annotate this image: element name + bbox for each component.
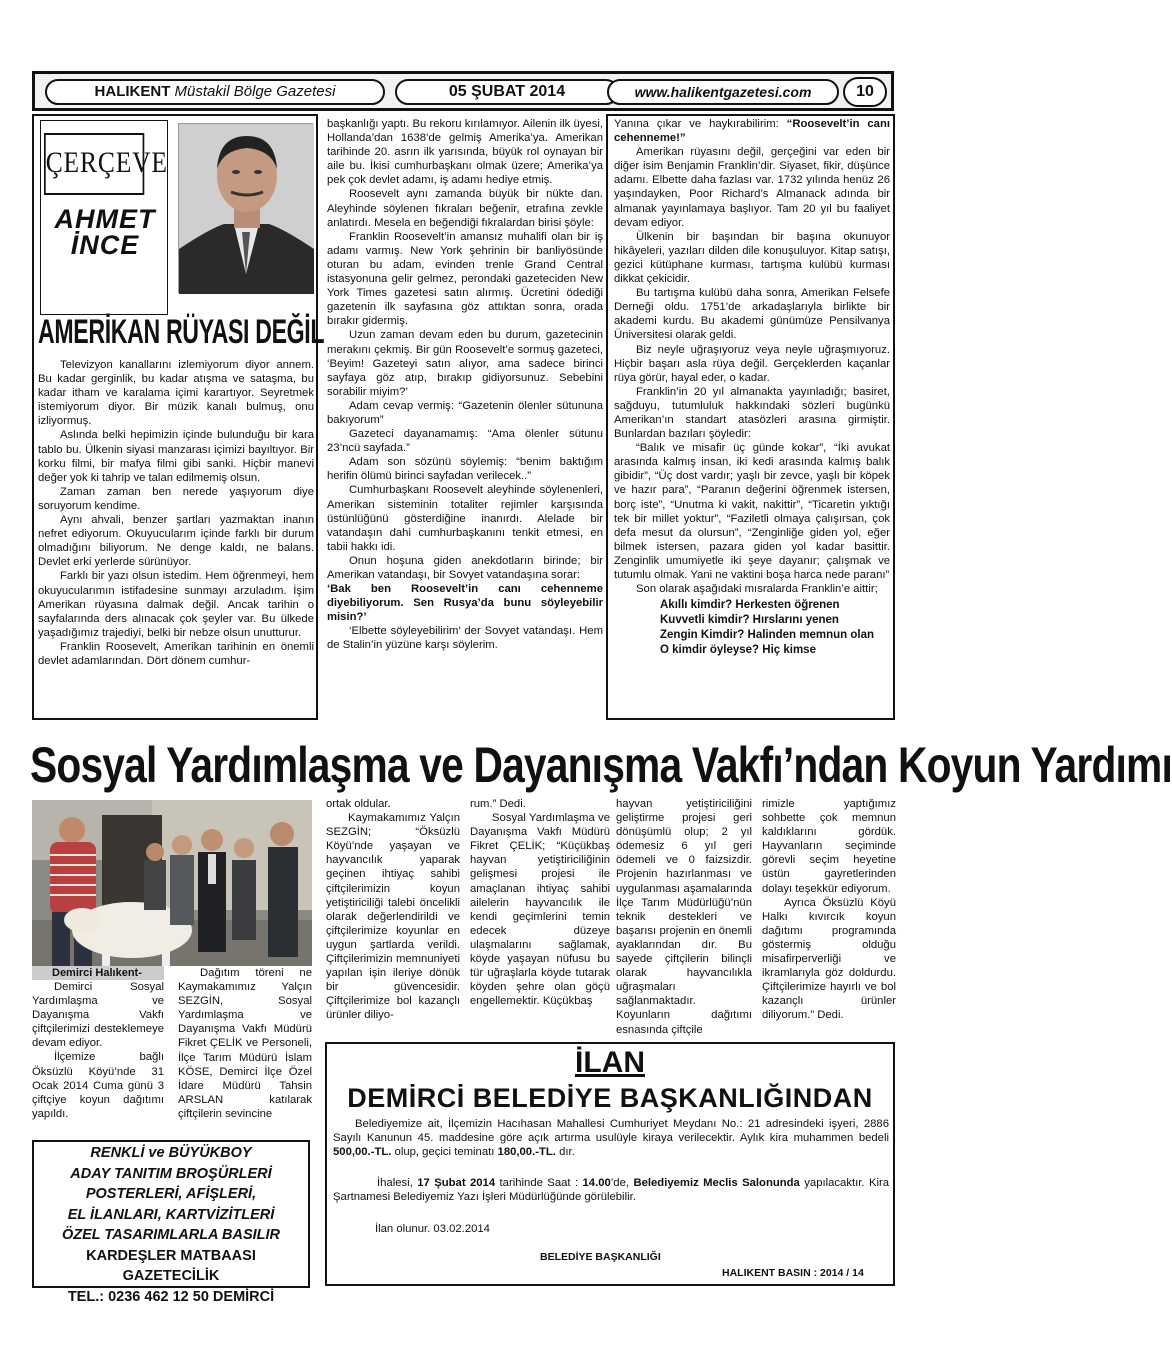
paragraph: Son olarak aşağıdaki mısralarda Franklin’e aittir; <box>636 583 878 596</box>
news-text-4 <box>470 797 610 1008</box>
page-number: 10 <box>843 77 887 107</box>
paragraph <box>333 1176 889 1204</box>
ad-line: EL İLANLARI, KARTVİZİTLERİ <box>67 1206 275 1223</box>
paragraph: “Balık ve misafir üç günde kokar”, “İki avukat arasında kalmış insan, iki kedi arasında kalmış balık gibidir”, “Üç dost vardır; yaşlı bir zevce, yaşlı bir köpek ve hazır para”, “Paranın değerini öğrenmek istersen, borç iste”, “Unutma ki vakit, nakittir”, “Ticaretin yıktığı tek bir millet yoktur”, “Faziletli olmaya çalışırsan, çok defa mesut da olursun”, “Zenginliğe giden yol, eğer bilmek istersen, pazara giden yol kadar basittir. Zenginlik umumiyetle iki şeye dayanır; çalışmak ve tutumlu olmak. Yani ne vaktini boşa harca nede paranı” <box>614 442 890 581</box>
paragraph: Bu tartışma kulübü daha sonra, Amerikan Felsefe Derneği oldu. 1751’de arkadaşlarıyla birlikte bir akademi kurdu. Bu akademi günümüze Pensilvanya Üniversitesi olarak geldi. <box>614 287 890 342</box>
paragraph: Ayrıca Öksüzlü Köyü Halkı kıvırcık koyun dağıtımı programında göstermiş olduğu misafirperverliği ve ikramlarıyla göz doldurdu. Çiftçilerimize hayırlı ve bol kazançlı ürünler diliyorum.” Dedi. <box>762 896 896 1022</box>
paragraph: Zaman zaman ben nerede yaşıyorum diye soruyorum kendime. <box>38 485 314 512</box>
notice-paragraph-2 <box>333 1176 889 1204</box>
notice-text: Belediyemize ait, İlçemizin Hacıhasan Mahallesi Cumhuriyet Meydanı No.: 21 adresindeki işyeri, 2886 Sayılı Kanunun 45. maddesine göre açık artırma usulüyle kiraya verilecektir. Aylık kira muhammen bedeli <box>333 1118 889 1145</box>
paragraph: rum.” Dedi. <box>470 798 526 810</box>
paragraph: Cumhurbaşkanı Roosevelt aleyhinde söylenenleri, Amerikan sisteminin totaliter rejimler karşısında üstünlüğünü gösterdiğine inanırdı. Alelade bir vatandaşın dahi cumhurbaşkanını tenkit etmesi, en tabii hakkı idi. <box>327 484 603 553</box>
column-text-1 <box>38 358 314 668</box>
news-caption-lead: Demirci Halıkent- <box>32 966 164 980</box>
paragraph: Ülkenin bir başından bir başına okunuyor hikâyeleri, yazıları dilden dile konuşuluyor. Kitap satışı, gezici kütüphane kurması, tartışma kulübü kurması dikkat çekicidir. <box>614 230 890 286</box>
deposit-amount: 180,00.-TL. <box>497 1146 556 1159</box>
author-first-name: AHMET <box>54 204 156 234</box>
ad-company: KARDEŞLER MATBAASI GAZETECİLİK <box>86 1247 256 1284</box>
issue-date: 05 ŞUBAT 2014 <box>395 79 619 105</box>
verse-line: O kimdir öyleyse? Hiç kimse <box>660 644 816 657</box>
verse-line: Zengin Kimdir? Halinden memnun olan <box>660 629 875 642</box>
paragraph: Franklin Roosevelt’in amansız muhalifi olan bir iş adamı varmış. New York şehrinin bir banliyösünde oturan bu adam, evinden trenle Grand Central istasyonuna gelir gelmez, perondaki gazeteciden New York Times gazetesi satın alırmış. Ücretini ödediği gazetenin ilk sayfasına göz attıktan sonra, orada bırakır gidermiş. <box>327 230 603 328</box>
website-link[interactable]: www.halikentgazetesi.com <box>607 79 839 105</box>
notice-footer: HALIKENT BASIN : 2014 / 14 <box>722 1267 864 1279</box>
ad-phone: TEL.: 0236 462 12 50 DEMİRCİ <box>67 1288 275 1305</box>
ad-line: ÖZEL TASARIMLARLA BASILIR <box>61 1227 281 1243</box>
notice-date-line: İlan olunur. 03.02.2014 <box>375 1223 490 1235</box>
news-photo <box>32 800 312 966</box>
notice-text: dır. <box>559 1146 575 1159</box>
verse-line: Kuvvetli kimdir? Hırslarını yenen <box>660 614 839 627</box>
paragraph: ‘Elbette söyleyebilirim’ der Sovyet vatandaşı. Hem de Stalin’in yüzüne karşı söylerim. <box>327 625 603 652</box>
column-series-logo: ÇERÇEVE <box>44 133 144 195</box>
news-headline: Sosyal Yardımlaşma ve Dayanışma Vakfı’ndan Koyun Yardımı <box>30 737 1172 793</box>
news-text-1 <box>32 980 164 1121</box>
paragraph: Kaymakamımız Yalçın SEZGİN; “Öksüzlü Köyü’nde yaşayan ve hayvancılık yaparak geçinen ihtiyaç sahibi çiftçilerimizin koyun yetiştiriciliği talebi öncelikli olarak değerlendirildi ve çiftçilerimize koyunlar en uygun şartlarda verildi. Çiftçilerimizin memnuniyeti yapılan işin ileriye dönük bir güvencesidir. Çiftçilerimize bol kazançlı ürünler diliyo- <box>326 812 460 1022</box>
paragraph: Gazeteci dayanamamış: “Ama ölenler sütunu 23’ncü sayfada.” <box>327 428 603 455</box>
notice-text: yapılacaktır. Kira Şartnamesi Belediyemiz Yazı İşleri Müdürlüğünde görülebilir. <box>333 1177 890 1204</box>
verse-line: Akıllı kimdir? Herkesten öğrenen <box>660 599 840 612</box>
notice-text: olup, geçici teminatı <box>394 1146 495 1159</box>
column-text-3 <box>614 117 890 658</box>
notice-subtitle: DEMİRCİ BELEDİYE BAŞKANLIĞINDAN <box>347 1083 873 1113</box>
auction-date: 17 Şubat 2014 <box>417 1177 496 1189</box>
news-text-5 <box>616 797 752 1037</box>
paragraph: Adam son sözünü söylemiş: “benim baktığım herifin ölümü birinci sayfadan verilecek..” <box>327 456 603 483</box>
auction-place: Belediyemiz Meclis Salonunda <box>633 1177 800 1189</box>
rent-price: 500,00.-TL. <box>333 1146 392 1159</box>
paragraph: Sosyal Yardımlaşma ve Dayanışma Vakfı Müdürü Fikret ÇELİK; “Küçükbaş hayvan yetiştiriciliğinin gelişmesi projesi ile amaçlanan ihtiyaç sahibi ailelerin hayvancılık ile kendi geçimlerini temin edecek düzeye ulaşmalarını sağlamak, köyde yaşayan nüfusu bu tür uğraşlarla köyde tutarak köyden şehre olan göçü engellemektir. Küçükbaş <box>470 812 610 1008</box>
notice-text: İhalesi, <box>377 1177 413 1189</box>
paragraph: Biz neyle uğraşıyoruz veya neyle uğraşmıyoruz. Hiçbir başarı asla rüya değil. Gerçeklerden kaçanlar rüya görür, hayal eder, o kadar. <box>614 343 890 384</box>
paragraph: Uzun zaman devam eden bu durum, gazetecinin merakını çekmiş. Bir gün Roosevelt’e sormuş gazeteci, ‘Beyim! Gazeteyi satın alıyor, ama sadece birinci sayfaya göz atıp, bırakıp gidiyorsunuz. Sebebini sorabilir miyim?’ <box>327 329 603 398</box>
author-photo <box>178 123 313 293</box>
column-text-2 <box>327 117 603 653</box>
paragraph: Franklin Roosevelt, Amerikan tarihinin en önemli devlet adamlarından. Dört dönem cumhur- <box>38 640 314 667</box>
paragraph: Roosevelt aynı zamanda büyük bir nükte dan. Aleyhinde söylenen fıkraları beğenir, etrafına zevkle anlatırdı. Mesela en beğendiği fıkralardan birisi şöyle: <box>327 188 603 229</box>
verse-block <box>614 598 890 658</box>
paragraph: başkanlığı yaptı. Bu rekoru kırılamıyor. Ailenin ilk üyesi, Hollanda’dan 1638’de gelmiş Amerika’ya. Amerikan tarihinde 20. asrın ilk yarısında, büyük rol oynayan bir aile bu. İkisi cumhurbaşkanı olmak üzere; Amerika’ya pek çok devlet adamı, iş adamı hediye etmiş. <box>327 118 603 187</box>
paragraph: Televizyon kanallarını izlemiyorum diyor annem. Bu kadar gerginlik, bu kadar atışma ve sataşma, bu kadar itham ve karalama içimi karartıyor. Seyretmek istemiyorum diyor. Bir müzik kanalı bulmuş, onu izliyormuş. <box>38 359 314 428</box>
paragraph <box>614 117 890 145</box>
ad-line: ADAY TANITIM BROŞÜRLERİ <box>70 1165 272 1182</box>
paper-name-text: HALIKENT <box>94 83 171 100</box>
paragraph <box>333 1117 889 1159</box>
paragraph: Franklin’in 20 yıl almanakta yayınladığı; basiret, sağduyu, tutumluluk hakkındaki sözleri bugünkü Amerikan’ın standart atasözleri arasına girmiştir. Bunlardan bazıları şöyledir: <box>614 385 890 441</box>
news-text-3 <box>326 797 460 1023</box>
news-text-2 <box>178 966 312 1121</box>
masthead-bar <box>32 71 894 111</box>
column-title: AMERİKAN RÜYASI DEĞİL <box>38 313 325 351</box>
paragraph: Demirci Sosyal Yardımlaşma ve Dayanışma Vakfı çiftçilerimizi desteklemeye devam ediyor. <box>32 981 164 1050</box>
author-last-name: İNCE <box>70 230 140 260</box>
paragraph: Amerikan rüyasını değil, gerçeğini var eden bir diğer isim Benjamin Franklin’dir. Siyaset, fikir, düşünce adamı. Elbette daha fazlası var. 1732 yılında henüz 26 yaşındayken, Poor Richard’s Almanack adında bir almanak yayınlamaya başlıyor. Tam 20 yıl bu faaliyet devam ediyor. <box>614 146 890 229</box>
paragraph: Dağıtım töreni ne Kaymakamımız Yalçın SEZGİN, Sosyal Yardımlaşma ve Dayanışma Vakfı Müdürü Fikret ÇELİK ve Personeli, İlçe Tarım Müdürü İslam KÖSE, Demirci İlçe Özel İdare Müdürü Tahsin ARSLAN katılarak çiftçilerin sevincine <box>178 967 312 1120</box>
paragraph: Aslında belki hepimizin içinde bulunduğu bir kara tablo bu. Ülkenin siyasi manzarası içimizi bayıltıyor. Bir korku filmi, bir mafya filmi gibi sanki. Hiçbir manevi değer yok ki tahrip ve talan edilmemiş olsun. <box>38 429 314 484</box>
notice-text: ’de, <box>610 1177 630 1189</box>
paragraph: rimizle yaptığımız sohbette çok memnun kaldıklarını gördük. Hayvanların seçiminde görevli seçim heyetine üstün gayretlerinden dolayı teşekkür ediyorum. <box>762 798 896 895</box>
notice-paragraph-1 <box>333 1117 889 1159</box>
paragraph: Adam cevap vermiş: “Gazetenin ölenler sütununa bakıyorum” <box>327 399 603 426</box>
paragraph: hayvan yetiştiriciliğini geliştirme projesi geri dönüşümlü olup; 2 yıl ödemesiz 6 yıl geri ödemeli ve 0 faizsizdir. Projenin hazırlanması ve uygulanması aşamalarında İlçe Tarım Müdürlüğü’nün teknik destekleri ve başarısı projenin en önemli ayaklarından dır. Bu sayede çiftçilerin bilinçli olarak hayvancılıkla uğraşmaları sağlanmaktadır. Koyunların dağıtımı esnasında çiftçile <box>616 798 752 1036</box>
lead-quote: “Roosevelt’in canı cehenneme!” <box>614 118 890 145</box>
notice-text: tarihinde Saat : <box>499 1177 579 1189</box>
paragraph: İlçemize bağlı Öksüzlü Köyü’nde 31 Ocak 2014 Cuma günü 3 çiftçiye koyun dağıtımı yapıldı. <box>32 1051 164 1120</box>
paragraph: Onun hoşuna giden anekdotların birinde; bir Amerikan vatandaşı, bir Sovyet vatandaşına sorar: <box>327 554 603 581</box>
paper-subtitle: Müstakil Bölge Gazetesi <box>174 83 336 100</box>
lead-text: Yanına çıkar ve haykırabilirim: <box>614 118 779 130</box>
print-shop-ad <box>36 1143 306 1307</box>
news-text-6 <box>762 797 896 1023</box>
ad-line: RENKLİ ve BÜYÜKBOY <box>90 1145 252 1161</box>
paper-name <box>45 79 385 105</box>
auction-time: 14.00 <box>582 1177 611 1189</box>
ad-line: POSTERLERİ, AFİŞLERİ, <box>85 1186 257 1202</box>
notice-title: İLAN <box>575 1046 645 1079</box>
paragraph: ortak oldular. <box>326 798 391 810</box>
paragraph: Farklı bir yazı olsun istedim. Hem öğrenmeyi, hem okuyucularımın istifadesine sunmayı arzuladım. İşim Amerikan rüyasına dalmak değil. Ancak tarihin o sayfalarında ders alınacak çok şeyler var. Bu ülkede yaşadığımız trajediyi, belki bir nebze olsun unutturur. <box>38 570 314 639</box>
bold-quote: ‘Bak ben Roosevelt’in canı cehenneme diyebiliyorum. Sen Rusya’da bunu söyleyebilir misin?’ <box>327 583 603 624</box>
notice-signature: BELEDİYE BAŞKANLIĞI <box>540 1251 661 1263</box>
paragraph: Aynı ahvali, benzer şartları yazmaktan inanın nefret ediyorum. Okuyucularım içinde farklı bir durum olmadığını biliyorum. Ne denge kaldı, ne balans. Devlet erki yerlerde sürünüyor. <box>38 514 314 569</box>
